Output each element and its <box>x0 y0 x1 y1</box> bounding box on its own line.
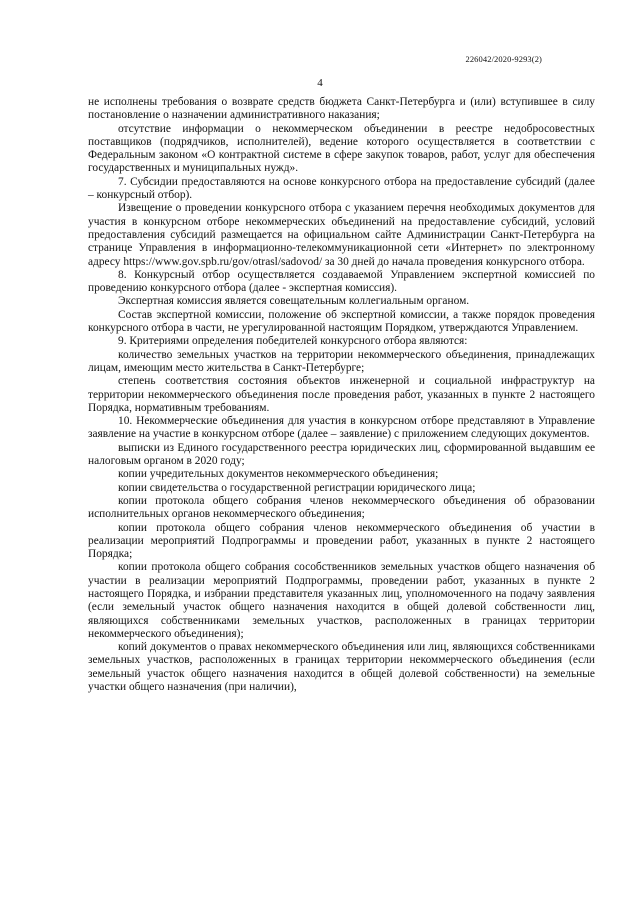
paragraph: степень соответствия состояния объектов инженерной и социальной инфраструктур на территории некоммерческого объединения после проведения работ, указанных в пункте 2 настоящего Порядка, нормативным требованиям. <box>88 375 595 414</box>
document-number: 226042/2020-9293(2) <box>465 54 542 64</box>
paragraph: выписки из Единого государственного реестра юридических лиц, сформированной выдавшим ее налоговым органом в 2020 году; <box>88 441 595 468</box>
paragraph: Извещение о проведении конкурсного отбора с указанием перечня необходимых документов для участия в конкурсном отборе некоммерческих объединений на предоставление субсидий, условий предоставления субсидий размещается на официальном сайте Администрации Санкт-Петербурга на странице Управления в информационно-телекоммуникационной сети «Интернет» по электронному адресу https://www.gov.spb.ru/gov/otrasl/sadovod/ за 30 дней до начала проведения конкурсного отбора. <box>88 202 595 268</box>
document-body <box>88 96 595 694</box>
paragraph: копии протокола общего собрания сособственников земельных участков общего назначения об участии в реализации мероприятий Подпрограммы, проведении работ, указанных в пункте 2 настоящего Порядка, и избрании представителя указанных лиц, уполномоченного на подачу заявления (если земельный участок общего назначения находится в общей долевой собственности лиц, являющихся собственниками земельных участков, расположенных в границах территории некоммерческого объединения); <box>88 561 595 640</box>
paragraph: копии свидетельства о государственной регистрации юридического лица; <box>118 481 476 494</box>
paragraph: копии протокола общего собрания членов некоммерческого объединения об образовании исполнительных органов некоммерческого объединения; <box>88 494 595 521</box>
paragraph: количество земельных участков на территории некоммерческого объединения, принадлежащих лицам, имеющим место жительства в Санкт-Петербурге; <box>88 348 595 374</box>
page-number: 4 <box>317 77 323 89</box>
paragraph: отсутствие информации о некоммерческом объединении в реестре недобросовестных поставщиков (подрядчиков, исполнителей), ведение которого осуществляется в соответствии с Федеральным законом «О контрактной системе в сфере закупок товаров, работ, услуг для обеспечения государственных и муниципальных нужд». <box>88 122 595 175</box>
paragraph: копии протокола общего собрания членов некоммерческого объединения об участии в реализации мероприятий Подпрограммы и проведении работ, указанных в пункте 2 настоящего Порядка; <box>88 521 595 561</box>
paragraph: Экспертная комиссия является совещательным коллегиальным органом. <box>118 295 470 308</box>
paragraph: 7. Субсидии предоставляются на основе конкурсного отбора на предоставление субсидий (далее – конкурсный отбор). <box>88 175 595 202</box>
paragraph: 10. Некоммерческие объединения для участия в конкурсном отборе представляют в Управление заявление на участие в конкурсном отборе (далее – заявление) с приложением следующих документов. <box>88 415 595 441</box>
paragraph: не исполнены требования о возврате средств бюджета Санкт-Петербурга и (или) вступившее в силу постановление о назначении административного наказания; <box>88 96 595 122</box>
paragraph: Состав экспертной комиссии, положение об экспертной комиссии, а также порядок проведения конкурсного отбора в части, не урегулированной настоящим Порядком, утверждаются Управлением. <box>88 308 595 335</box>
paragraph: 8. Конкурсный отбор осуществляется создаваемой Управлением экспертной комиссией по проведению конкурсного отбора (далее - экспертная комиссия). <box>88 268 595 295</box>
paragraph: копии учредительных документов некоммерческого объединения; <box>118 468 439 481</box>
paragraph: 9. Критериями определения победителей конкурсного отбора являются: <box>118 335 468 348</box>
paragraph: копий документов о правах некоммерческого объединения или лиц, являющихся собственниками земельных участков, расположенных в границах территории некоммерческого объединения (если земельный участок общего назначения находится в общей долевой собственности) на земельные участки общего назначения (при наличии), <box>88 641 595 694</box>
